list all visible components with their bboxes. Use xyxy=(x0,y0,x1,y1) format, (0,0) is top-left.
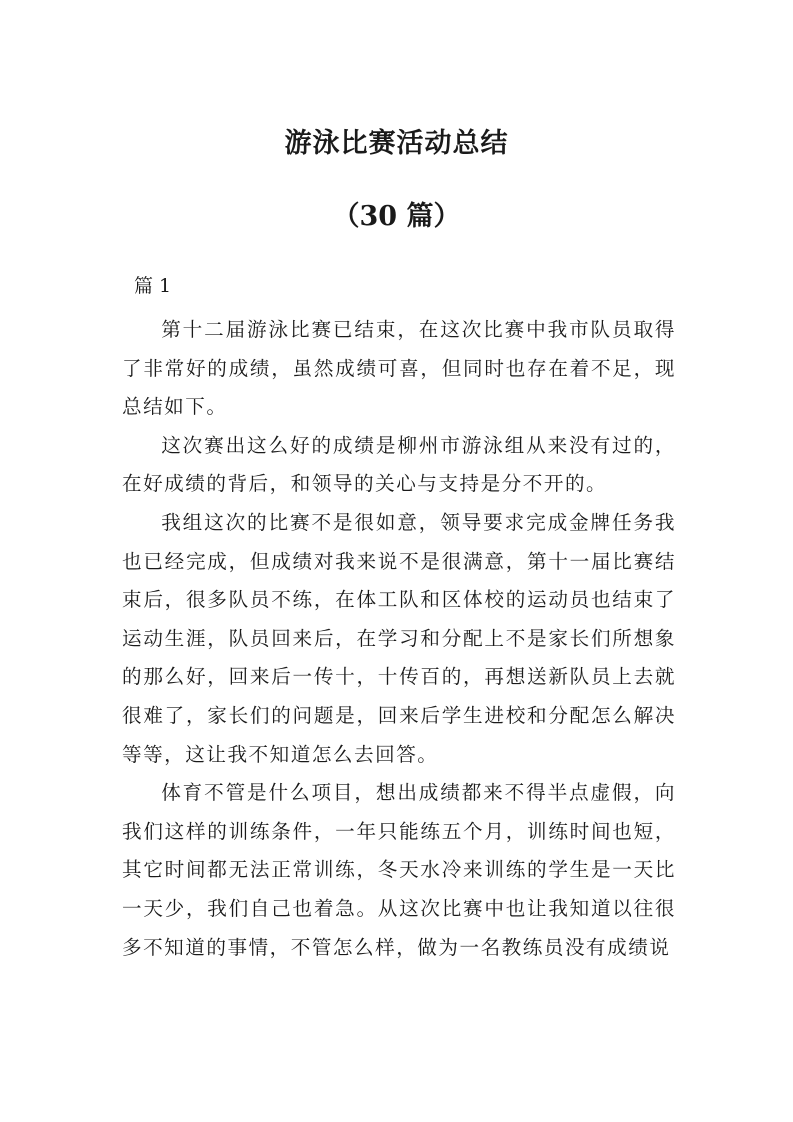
document-title: 游泳比赛活动总结 xyxy=(284,128,509,159)
body-text xyxy=(122,311,676,967)
section-label: 篇 1 xyxy=(134,275,172,297)
paragraph-4: 体育不管是什么项目，想出成绩都来不得半点虚假，向我们这样的训练条件，一年只能练五个月，训练时间也短，其它时间都无法正常训练，冬天水冷来训练的学生是一天比一天少，我们自己也着急。从这次比赛中也让我知道以往很多不知道的事情，不管怎么样，做为一名教练员没有成绩说 xyxy=(122,781,676,959)
paragraph-2: 这次赛出这么好的成绩是柳州市游泳组从来没有过的，在好成绩的背后，和领导的关心与支持是分不开的。 xyxy=(122,433,676,496)
paragraph-3: 我组这次的比赛不是很如意，领导要求完成金牌任务我也已经完成，但成绩对我来说不是很满意，第十一届比赛结束后，很多队员不练，在体工队和区体校的运动员也结束了运动生涯，队员回来后，在学习和分配上不是家长们所想象的那么好，回来后一传十，十传百的，再想送新队员上去就很难了，家长们的问题是，回来后学生进校和分配怎么解决等等，这让我不知道怎么去回答。 xyxy=(122,510,676,766)
paragraph-1: 第十二届游泳比赛已结束，在这次比赛中我市队员取得了非常好的成绩，虽然成绩可喜，但同时也存在着不足，现总结如下。 xyxy=(122,318,676,419)
document-subtitle: （30 篇） xyxy=(332,201,461,232)
